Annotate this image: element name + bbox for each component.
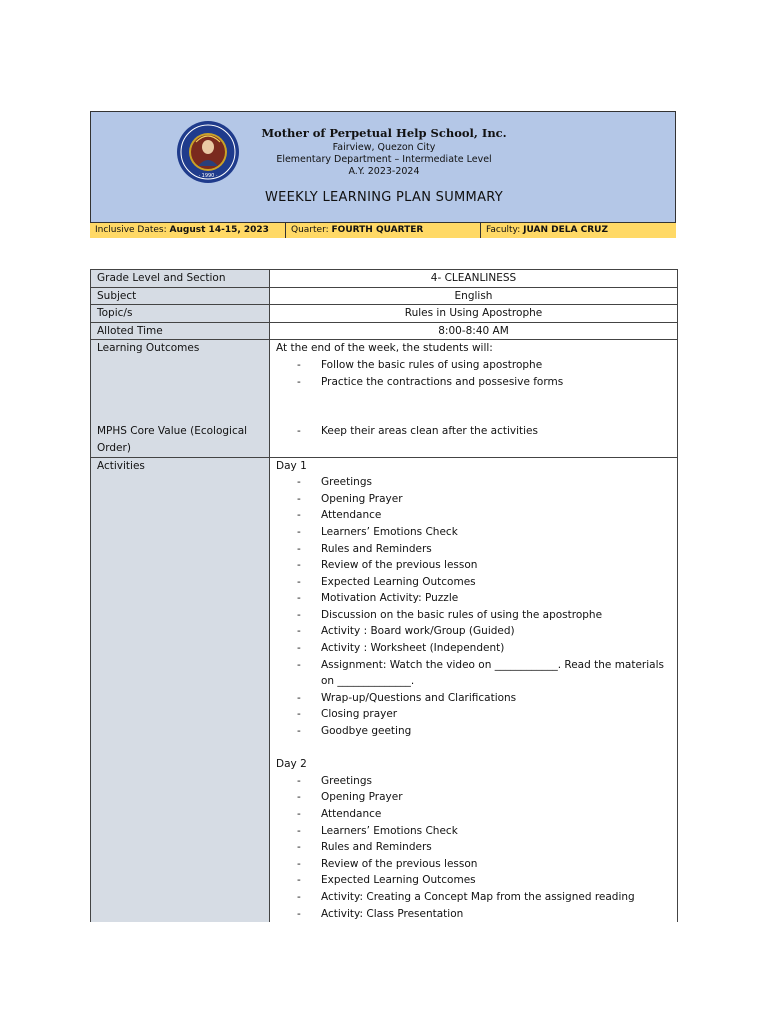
time-label: Alloted Time <box>91 322 270 340</box>
subject-value: English <box>270 287 678 305</box>
table-row <box>91 457 678 922</box>
list-item: - Discussion on the basic rules of using the apostrophe <box>297 608 603 621</box>
list-item: - Learners’ Emotions Check <box>297 525 458 538</box>
list-item: - Greetings <box>297 476 372 489</box>
list-item: - Review of the previous lesson <box>297 559 478 572</box>
activities-label: Activities <box>91 457 270 922</box>
list-item: - Goodbye geeting <box>297 725 412 738</box>
outcomes-label <box>91 340 270 457</box>
quarter: Quarter: FOURTH QUARTER <box>286 223 481 238</box>
list-item: - Motivation Activity: Puzzle <box>297 592 459 605</box>
faculty: Faculty: JUAN DELA CRUZ <box>486 225 608 235</box>
academic-year: A.Y. 2023-2024 <box>348 166 420 177</box>
info-bar <box>90 222 676 238</box>
outcomes-intro: At the end of the week, the students will: <box>276 342 493 355</box>
list-item: - Learners’ Emotions Check <box>297 824 458 837</box>
list-item: - Closing prayer <box>297 708 398 721</box>
list-item: - Rules and Reminders <box>297 542 432 555</box>
list-item: - Expected Learning Outcomes <box>297 874 476 887</box>
list-item: - Greetings <box>297 774 372 787</box>
day1-list <box>276 474 671 740</box>
table-row <box>91 340 678 457</box>
day2-list <box>276 773 671 922</box>
list-item: - Expected Learning Outcomes <box>297 575 476 588</box>
table-row <box>91 305 678 323</box>
inclusive-dates: Inclusive Dates: August 14-15, 2023 <box>90 223 286 238</box>
list-item: - Rules and Reminders <box>297 841 432 854</box>
list-item: - Review of the previous lesson <box>297 857 478 870</box>
department: Elementary Department – Intermediate Level <box>276 154 492 165</box>
list-item: - Activity : Worksheet (Independent) <box>297 642 505 655</box>
school-name: Mother of Perpetual Help School, Inc. <box>261 126 507 140</box>
table-row <box>91 287 678 305</box>
topic-value: Rules in Using Apostrophe <box>270 305 678 323</box>
core-value-label: MPHS Core Value (Ecological Order) <box>97 425 248 454</box>
list-item: - Activity: Creating a Concept Map from the assigned reading <box>297 890 635 903</box>
plan-table <box>90 269 678 922</box>
list-item: - Opening Prayer <box>297 791 403 804</box>
list-item: - Practice the contractions and possesive forms <box>297 375 564 388</box>
day1-title: Day 1 <box>276 459 307 472</box>
day2-title: Day 2 <box>276 758 307 771</box>
subject-label: Subject <box>91 287 270 305</box>
time-value: 8:00-8:40 AM <box>270 322 678 340</box>
outcomes-label-text: Learning Outcomes <box>97 342 200 355</box>
topic-label: Topic/s <box>91 305 270 323</box>
list-item: - Opening Prayer <box>297 492 403 505</box>
list-item: - Activity : Board work/Group (Guided) <box>297 625 515 638</box>
outcomes-value <box>270 340 678 457</box>
list-item: - Attendance <box>297 509 382 522</box>
svg-text:· 1990 ·: · 1990 · <box>198 173 218 179</box>
list-item: - Follow the basic rules of using apostrophe <box>297 358 543 371</box>
table-row <box>91 322 678 340</box>
list-item: - Wrap-up/Questions and Clarifications <box>297 691 517 704</box>
list-item: - Assignment: Watch the video on ____________. Read the materials on ______________. <box>297 658 664 688</box>
list-item: - Activity: Class Presentation <box>297 907 464 920</box>
list-item: - Attendance <box>297 808 382 820</box>
activities-value <box>270 457 678 922</box>
core-value-item: - Keep their areas clean after the activities <box>297 425 538 438</box>
grade-value: 4- CLEANLINESS <box>270 270 678 288</box>
table-row <box>91 270 678 288</box>
school-address: Fairview, Quezon City <box>332 142 436 153</box>
grade-label: Grade Level and Section <box>91 270 270 288</box>
plan-title: WEEKLY LEARNING PLAN SUMMARY <box>264 190 504 205</box>
document-header <box>90 111 676 238</box>
